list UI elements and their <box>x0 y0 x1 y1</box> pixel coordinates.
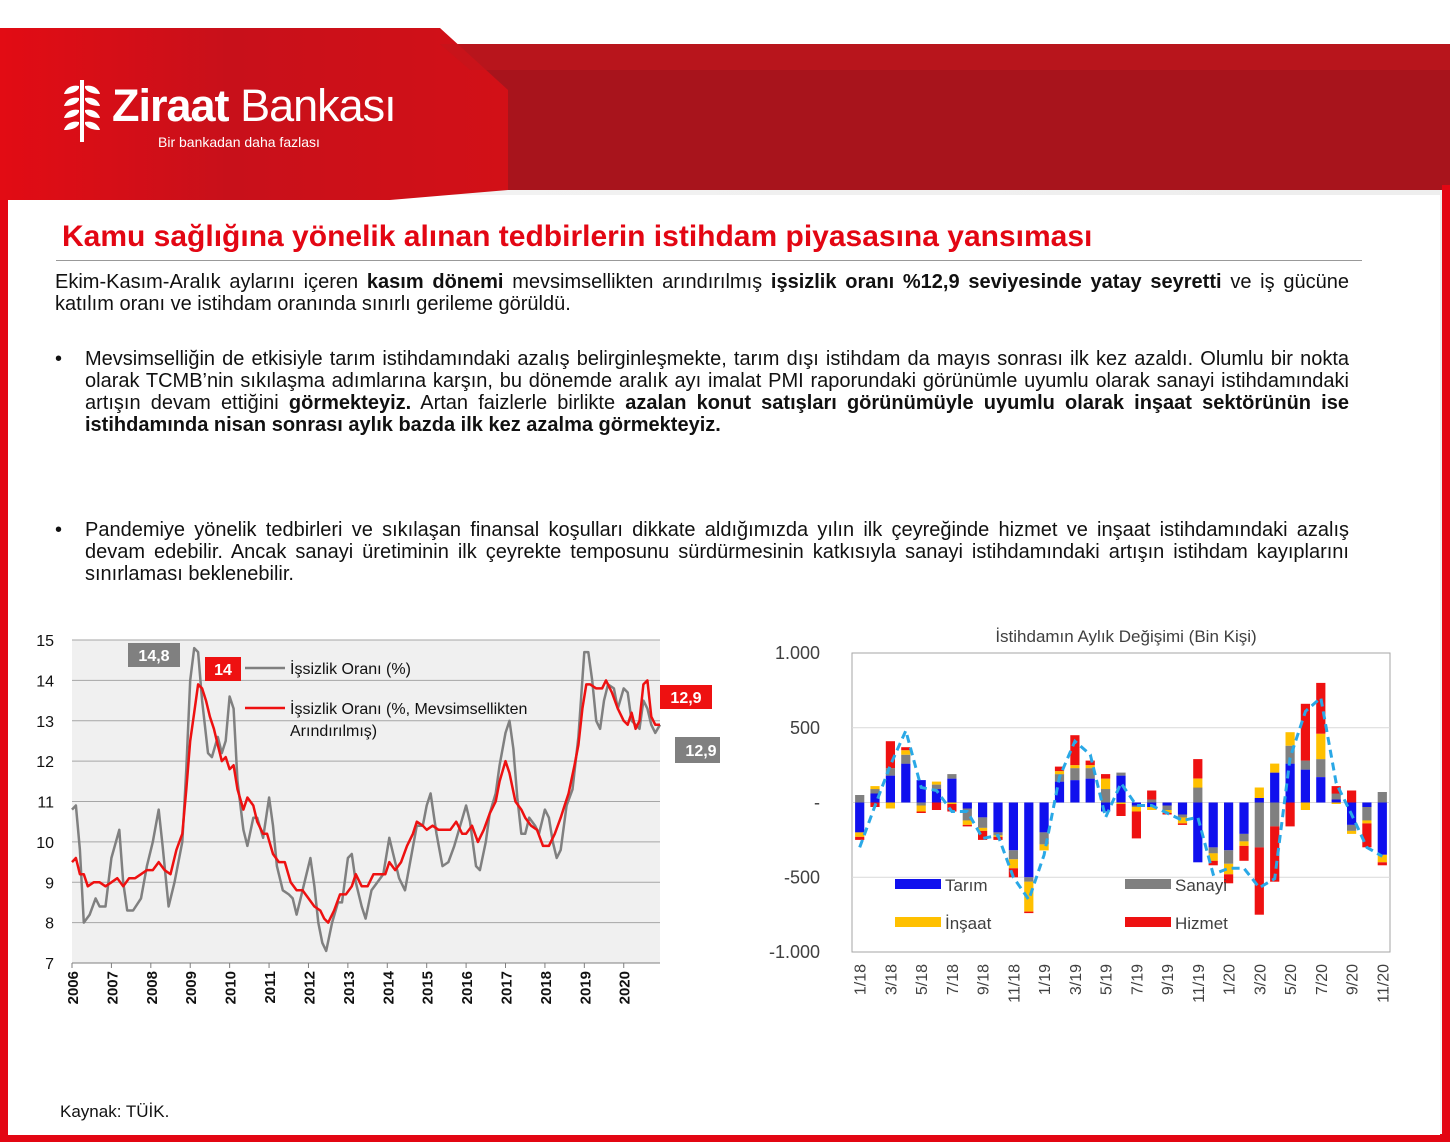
bar-segment-i̇nşaat <box>1193 779 1202 788</box>
bar-segment-sanayi <box>1362 807 1371 821</box>
bar-segment-i̇nşaat <box>1286 732 1295 746</box>
x-tick-label: 2009 <box>183 971 201 1005</box>
y-tick-label: -500 <box>783 867 820 888</box>
bar-segment-hizmet <box>1101 774 1110 779</box>
bar-segment-i̇nşaat <box>1255 788 1264 799</box>
brand-slogan: Bir bankadan daha fazlası <box>158 134 320 150</box>
bar-segment-tarım <box>901 764 910 803</box>
bar-segment-hizmet <box>917 812 926 814</box>
bar-segment-i̇nşaat <box>1301 803 1310 811</box>
bar-segment-i̇nşaat <box>1101 779 1110 790</box>
bar-segment-sanayi <box>1378 792 1387 803</box>
legend-swatch-hizmet <box>1125 917 1171 927</box>
y-tick-label: - <box>814 792 820 813</box>
bar-segment-tarım <box>1286 764 1295 803</box>
bar-segment-sanayi <box>1209 847 1218 853</box>
x-tick-label: 2007 <box>104 971 122 1005</box>
brand-name-bold: Ziraat <box>112 80 229 131</box>
legend-label-seasonally-adjusted: İşsizlik Oranı (%, Mevsimsellikten <box>290 701 528 718</box>
bar-segment-tarım <box>1224 803 1233 851</box>
x-tick-label: 7/19 <box>1129 964 1147 996</box>
bar-segment-tarım <box>886 776 895 803</box>
x-tick-label: 9/20 <box>1344 964 1362 996</box>
chart-title: İstihdamın Aylık Değişimi (Bin Kişi) <box>995 627 1257 646</box>
bar-segment-i̇nşaat <box>947 803 956 805</box>
legend-label-seasonally-adjusted-cont: Arındırılmış) <box>290 723 378 740</box>
bar-segment-tarım <box>917 780 926 802</box>
bar-segment-hizmet <box>1147 791 1156 800</box>
bar-segment-tarım <box>1024 803 1033 878</box>
x-tick-label: 1/18 <box>852 964 870 996</box>
x-tick-label: 3/20 <box>1252 964 1270 996</box>
bar-segment-hizmet <box>855 837 864 840</box>
bar-segment-tarım <box>1239 803 1248 834</box>
bar-segment-tarım <box>1163 803 1172 806</box>
y-tick-label: 7 <box>45 956 54 973</box>
bar-segment-hizmet <box>932 803 941 811</box>
x-tick-label: 2020 <box>616 971 634 1005</box>
employment-change-chart <box>750 622 1420 1042</box>
x-tick-label: 2008 <box>143 971 161 1005</box>
x-tick-label: 7/18 <box>944 964 962 996</box>
bar-segment-tarım <box>1178 803 1187 815</box>
bar-segment-tarım <box>1332 800 1341 803</box>
bar-segment-tarım <box>855 803 864 833</box>
bar-segment-sanayi <box>1301 761 1310 770</box>
x-tick-label: 5/20 <box>1283 964 1301 996</box>
y-tick-label: 12 <box>36 754 54 772</box>
bar-segment-tarım <box>1009 803 1018 851</box>
bullet-marker: • <box>55 519 63 541</box>
bar-segment-sanayi <box>901 755 910 764</box>
x-tick-label: 2015 <box>419 971 437 1005</box>
data-label: 12,9 <box>670 690 702 707</box>
bar-segment-i̇nşaat <box>917 806 926 812</box>
x-tick-label: 7/20 <box>1313 964 1331 996</box>
bullet-marker: • <box>55 348 63 370</box>
bar-segment-i̇nşaat <box>963 820 972 825</box>
x-tick-label: 2014 <box>380 971 398 1005</box>
legend-swatch-i̇nşaat <box>895 917 941 927</box>
data-label: 12,9 <box>685 743 717 760</box>
bar-segment-i̇nşaat <box>1270 764 1279 773</box>
bar-segment-tarım <box>978 803 987 818</box>
bar-segment-i̇nşaat <box>932 782 941 785</box>
source-note: Kaynak: TÜİK. <box>60 1102 170 1121</box>
y-tick-label: 500 <box>789 717 820 738</box>
data-label: 14 <box>214 662 232 679</box>
y-tick-label: 1.000 <box>774 643 820 663</box>
bar-segment-i̇nşaat <box>870 786 879 789</box>
bar-segment-sanayi <box>855 795 864 803</box>
wheat-icon <box>62 80 102 142</box>
bar-segment-sanayi <box>1332 794 1341 800</box>
bar-segment-sanayi <box>1316 759 1325 777</box>
y-tick-label: 15 <box>36 633 54 650</box>
legend-swatch-tarım <box>895 879 941 889</box>
brand-name <box>112 80 396 132</box>
bar-segment-hizmet <box>1378 862 1387 865</box>
bar-segment-hizmet <box>1239 846 1248 861</box>
legend-label-i̇nşaat: İnşaat <box>945 914 992 933</box>
bar-segment-hizmet <box>1116 804 1125 816</box>
bar-segment-tarım <box>963 803 972 809</box>
x-tick-label: 2017 <box>498 971 516 1005</box>
red-border-left <box>0 140 8 1142</box>
bar-segment-hizmet <box>901 747 910 750</box>
bar-segment-tarım <box>1270 773 1279 803</box>
bar-segment-hizmet <box>1178 823 1187 825</box>
x-tick-label: 11/19 <box>1190 964 1208 1003</box>
bar-segment-hizmet <box>1347 791 1356 803</box>
x-tick-label: 3/19 <box>1067 964 1085 996</box>
bar-segment-sanayi <box>1163 806 1172 811</box>
bar-segment-tarım <box>1070 780 1079 802</box>
bar-segment-i̇nşaat <box>1055 771 1064 774</box>
brand-name-light: Bankası <box>240 80 396 131</box>
x-tick-label: 9/19 <box>1160 964 1178 996</box>
legend-swatch-sanayi <box>1125 879 1171 889</box>
bar-segment-sanayi <box>1239 834 1248 842</box>
bar-segment-sanayi <box>1101 789 1110 803</box>
x-tick-label: 2016 <box>459 971 477 1005</box>
bar-segment-sanayi <box>1024 877 1033 882</box>
y-tick-label: 10 <box>36 834 54 852</box>
x-tick-label: 11/20 <box>1375 964 1393 1003</box>
bar-segment-tarım <box>993 803 1002 833</box>
bar-segment-sanayi <box>870 789 879 794</box>
bar-segment-i̇nşaat <box>901 750 910 755</box>
brand-logo <box>62 80 396 150</box>
x-tick-label: 11/18 <box>1006 964 1024 1003</box>
x-tick-label: 5/18 <box>914 964 932 996</box>
title-divider <box>56 260 1362 261</box>
data-label: 14,8 <box>138 648 170 665</box>
bar-segment-tarım <box>1316 777 1325 802</box>
x-tick-label: 1/19 <box>1037 964 1055 996</box>
bar-segment-tarım <box>1086 779 1095 803</box>
bar-segment-i̇nşaat <box>1316 734 1325 759</box>
x-tick-label: 2012 <box>301 971 319 1005</box>
y-tick-label: 9 <box>45 875 54 893</box>
bar-segment-i̇nşaat <box>1239 841 1248 846</box>
y-tick-label: 8 <box>45 915 54 933</box>
legend-label-sanayi: Sanayi <box>1175 876 1227 895</box>
bar-segment-hizmet <box>1132 812 1141 839</box>
x-tick-label: 2010 <box>222 971 240 1005</box>
legend-label-tarım: Tarım <box>945 876 988 895</box>
y-tick-label: -1.000 <box>768 942 820 962</box>
bar-segment-i̇nşaat <box>1116 803 1125 805</box>
bar-segment-i̇nşaat <box>886 803 895 809</box>
bar-segment-sanayi <box>1270 803 1279 827</box>
x-tick-label: 2013 <box>340 971 358 1005</box>
legend-label-hizmet: Hizmet <box>1175 914 1228 933</box>
bar-segment-sanayi <box>917 803 926 806</box>
x-tick-label: 3/18 <box>883 964 901 996</box>
bar-segment-sanayi <box>978 817 987 828</box>
bullet-paragraph-2: Pandemiye yönelik tedbirleri ve sıkılaşan finansal koşulları dikkate aldığımızda yılın ilk çeyreğinde hizmet ve inşaat istihdamındaki azalış devam edebilir. Ancak sanayi üretiminin ilk çeyrekte temposunu sürdürmesinin katkısıyla sanayi istihdamındaki artışın istihdam kayıplarını sınırlaması beklenebilir. <box>85 519 1349 585</box>
bar-segment-hizmet <box>1286 803 1295 827</box>
bar-segment-i̇nşaat <box>1009 859 1018 868</box>
red-border-bottom <box>0 1134 1450 1142</box>
bar-segment-hizmet <box>1362 823 1371 847</box>
y-tick-label: 13 <box>36 713 54 731</box>
bar-segment-tarım <box>947 779 956 803</box>
bar-segment-tarım <box>1040 803 1049 833</box>
unemployment-rate-chart <box>20 625 720 1035</box>
x-tick-label: 2018 <box>537 971 555 1005</box>
bar-segment-i̇nşaat <box>1347 831 1356 834</box>
bar-segment-hizmet <box>1255 847 1264 914</box>
legend-label-unemployment: İşsizlik Oranı (%) <box>290 661 411 678</box>
bar-segment-hizmet <box>1193 759 1202 778</box>
bar-segment-sanayi <box>1255 803 1264 848</box>
bar-segment-sanayi <box>1347 825 1356 831</box>
bar-segment-hizmet <box>1316 683 1325 734</box>
bar-segment-tarım <box>1209 803 1218 848</box>
y-tick-label: 11 <box>37 794 54 812</box>
bar-segment-tarım <box>1362 803 1371 808</box>
bar-segment-sanayi <box>1178 815 1187 818</box>
y-tick-label: 14 <box>36 673 54 691</box>
x-tick-label: 2019 <box>577 971 595 1005</box>
slide-title: Kamu sağlığına yönelik alınan tedbirlerin istihdam piyasasına yansıması <box>62 220 1093 253</box>
x-tick-label: 1/20 <box>1221 964 1239 996</box>
x-tick-label: 9/18 <box>975 964 993 996</box>
red-border-right <box>1442 185 1450 1142</box>
bar-segment-hizmet <box>1024 912 1033 914</box>
bar-segment-sanayi <box>1070 768 1079 780</box>
bar-segment-sanayi <box>1224 850 1233 864</box>
x-tick-label: 2006 <box>65 971 82 1005</box>
bullet-paragraph-1: Mevsimselliğin de etkisiyle tarım istihdamındaki azalış belirginleşmekte, tarım dışı istihdam da mayıs sonrası ilk kez azaldı. Olumlu bir nokta olarak TCMB’nin sıkılaşma adımlarına karşın, bu dönemde aralık ayı imalat PMI raporundaki görünümle uyumlu olarak sanayi istihdamındaki artışın devam ettiğini görmekteyiz. Artan faizlerle birlikte azalan konut satışları görünümüyle uyumlu olarak inşaat sektörünün ise istihdamında nisan sonrası aylık bazda ilk kez azalma görmekteyiz. <box>85 348 1349 436</box>
bar-segment-i̇nşaat <box>1132 807 1141 812</box>
bar-segment-i̇nşaat <box>1332 803 1341 805</box>
bar-segment-hizmet <box>963 825 972 827</box>
bar-segment-tarım <box>1378 803 1387 855</box>
bar-segment-sanayi <box>1193 788 1202 803</box>
bar-segment-sanayi <box>947 774 956 779</box>
bar-segment-i̇nşaat <box>1070 765 1079 768</box>
bar-segment-sanayi <box>1009 850 1018 859</box>
bar-segment-tarım <box>1301 770 1310 803</box>
bar-segment-sanayi <box>1147 800 1156 803</box>
intro-paragraph: Ekim-Kasım-Aralık aylarını içeren kasım dönemi mevsimsellikten arındırılmış işsizlik oranı %12,9 seviyesinde yatay seyretti ve iş gücüne katılım oranı ve istihdam oranında sınırlı gerileme görüldü. <box>55 271 1349 315</box>
bar-segment-sanayi <box>1116 773 1125 776</box>
x-tick-label: 5/19 <box>1098 964 1116 996</box>
x-tick-label: 2011 <box>262 971 280 1004</box>
bar-segment-i̇nşaat <box>1362 820 1371 823</box>
bar-segment-tarım <box>1255 798 1264 803</box>
